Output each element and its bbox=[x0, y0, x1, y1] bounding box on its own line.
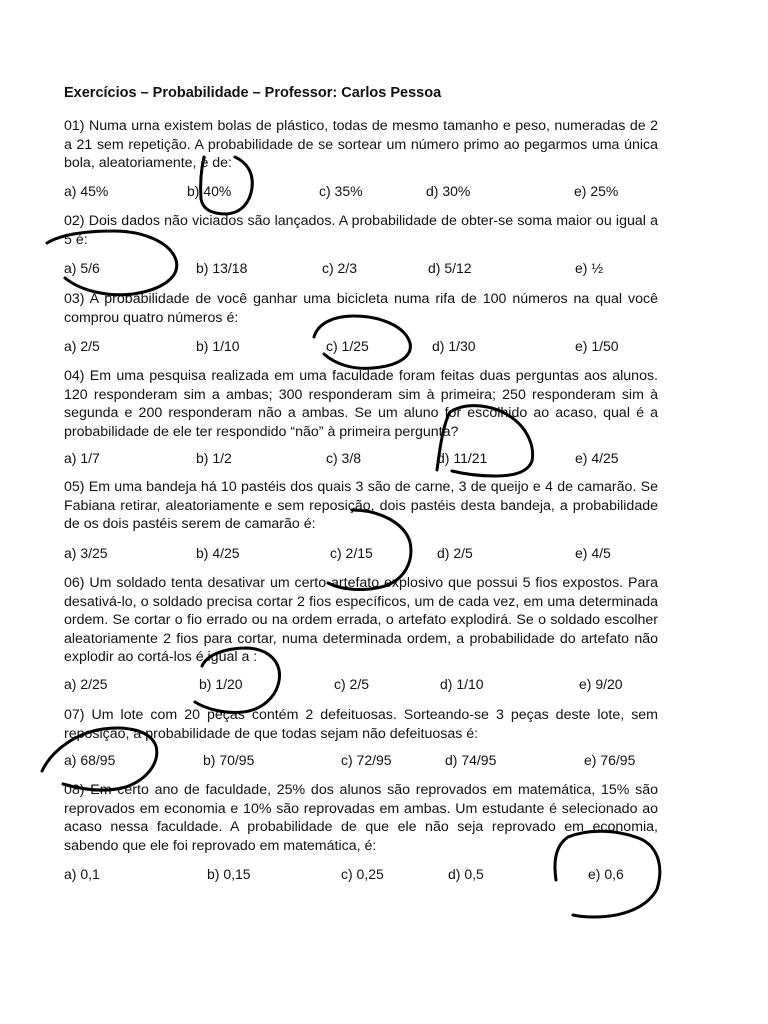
option-03-a: a) 2/5 bbox=[64, 338, 100, 354]
option-01-a: a) 45% bbox=[64, 183, 109, 199]
option-08-d: d) 0,5 bbox=[448, 866, 484, 882]
option-05-b: b) 4/25 bbox=[196, 545, 240, 561]
option-03-b: b) 1/10 bbox=[196, 338, 240, 354]
option-02-d: d) 5/12 bbox=[428, 260, 472, 276]
question-text-06: 06) Um soldado tenta desativar um certo artefato explosivo que possui 5 fios expostos. Para desativá-lo, o soldado precisa cortar 2 fios específicos, um de cada vez, em uma determinada ordem. Se cortar o fio errado ou na ordem errada, o artefato explodirá. Se o soldado escolher aleatoriamente 2 fios para cortar, numa determinada ordem, a probabilidade do artefato não explodir ao cortá-los é igual a : bbox=[64, 575, 658, 665]
option-04-c: c) 3/8 bbox=[326, 450, 362, 466]
option-01-e: e) 25% bbox=[574, 183, 619, 199]
option-02-a: a) 5/6 bbox=[64, 260, 100, 276]
option-07-b: b) 70/95 bbox=[203, 752, 255, 768]
option-06-a: a) 2/25 bbox=[64, 676, 108, 692]
question-text-03: 03) A probabilidade de você ganhar uma bicicleta numa rifa de 100 números na qual você comprou quatro números é: bbox=[64, 291, 658, 326]
question-text-02: 02) Dois dados não viciados são lançados. A probabilidade de obter-se soma maior ou igual a 5 é: bbox=[64, 213, 658, 248]
option-06-b: b) 1/20 bbox=[199, 676, 243, 692]
question-text-05: 05) Em uma bandeja há 10 pastéis dos quais 3 são de carne, 3 de queijo e 4 de camarão. Se Fabiana retirar, aleatoriamente e sem reposição, dois pastéis desta bandeja, a probabilidade de os dois pastéis serem de camarão é: bbox=[64, 479, 658, 532]
page-title: Exercícios – Probabilidade – Professor: Carlos Pessoa bbox=[64, 85, 442, 101]
option-05-e: e) 4/5 bbox=[575, 545, 611, 561]
option-07-e: e) 76/95 bbox=[584, 752, 636, 768]
option-04-a: a) 1/7 bbox=[64, 450, 100, 466]
option-06-d: d) 1/10 bbox=[440, 676, 484, 692]
option-01-d: d) 30% bbox=[426, 183, 471, 199]
option-02-e: e) ½ bbox=[575, 260, 604, 276]
option-08-a: a) 0,1 bbox=[64, 866, 100, 882]
option-05-d: d) 2/5 bbox=[437, 545, 473, 561]
option-07-c: c) 72/95 bbox=[341, 752, 392, 768]
option-05-a: a) 3/25 bbox=[64, 545, 108, 561]
option-03-d: d) 1/30 bbox=[432, 338, 476, 354]
option-08-e: e) 0,6 bbox=[588, 866, 624, 882]
question-text-07: 07) Um lote com 20 peças contém 2 defeituosas. Sorteando-se 3 peças deste lote, sem reposição, a probabilidade de que todas sejam não defeituosas é: bbox=[64, 707, 658, 742]
option-08-b: b) 0,15 bbox=[207, 866, 251, 882]
option-08-c: c) 0,25 bbox=[341, 866, 384, 882]
option-06-e: e) 9/20 bbox=[579, 676, 623, 692]
question-text-08: 08) Em certo ano de faculdade, 25% dos alunos são reprovados em matemática, 15% são reprovados em economia e 10% são reprovadas em ambas. Um estudante é selecionado ao acaso nessa faculdade. A probabilidade de que ele não seja reprovado em economia, sabendo que ele foi reprovado em matemática, é: bbox=[64, 782, 658, 854]
option-04-b: b) 1/2 bbox=[196, 450, 232, 466]
option-06-c: c) 2/5 bbox=[334, 676, 370, 692]
option-05-c: c) 2/15 bbox=[330, 545, 373, 561]
option-03-c: c) 1/25 bbox=[326, 338, 369, 354]
option-01-c: c) 35% bbox=[319, 183, 363, 199]
option-03-e: e) 1/50 bbox=[575, 338, 619, 354]
option-04-e: e) 4/25 bbox=[575, 450, 619, 466]
option-07-d: d) 74/95 bbox=[445, 752, 497, 768]
option-07-a: a) 68/95 bbox=[64, 752, 116, 768]
question-text-04: 04) Em uma pesquisa realizada em uma faculdade foram feitas duas perguntas aos alunos. 120 responderam sim a ambas; 300 responderam sim à primeira; 250 responderam sim à segunda e 200 responderam não a ambas. Se um aluno for escolhido ao acaso, qual é a probabilidade de ele ter respondido “não” à primeira pergunta? bbox=[64, 368, 658, 440]
question-text-01: 01) Numa urna existem bolas de plástico, todas de mesmo tamanho e peso, numeradas de 2 a 21 sem repetição. A probabilidade de se sortear um número primo ao pegarmos uma única bola, aleatoriamente, é de: bbox=[64, 118, 658, 171]
option-01-b: b) 40% bbox=[187, 183, 232, 199]
option-02-c: c) 2/3 bbox=[322, 260, 358, 276]
option-04-d: d) 11/21 bbox=[437, 450, 488, 466]
option-02-b: b) 13/18 bbox=[196, 260, 248, 276]
